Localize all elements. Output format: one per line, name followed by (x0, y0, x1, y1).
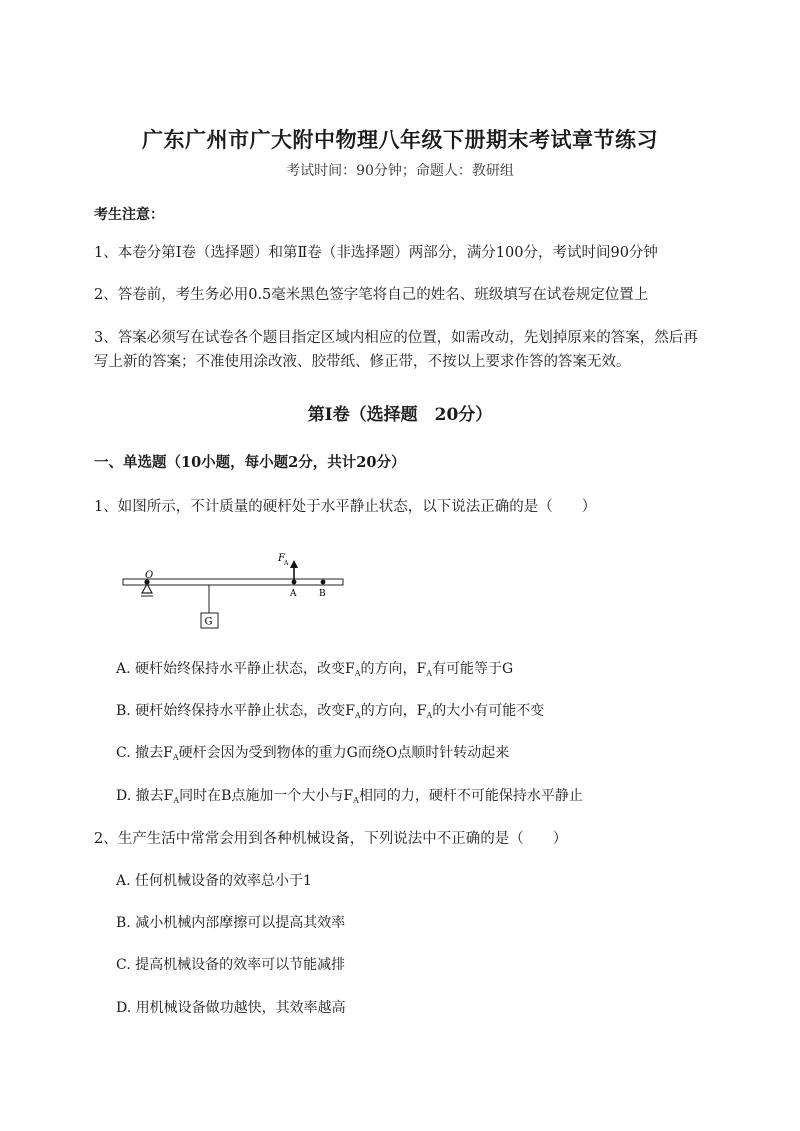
q1-option-c[interactable]: C. 撤去$F_A$硬杆会因为受到物体的重力G而绕O点顺时针转动起来 (116, 745, 510, 762)
point-b (321, 580, 326, 585)
notice-item-2: 2、答卷前，考生务必用0.5毫米黑色签字笔将自己的姓名、班级填写在试卷规定位置上 (94, 287, 649, 303)
part-heading: 一、单选题（10小题，每小题2分，共计20分） (94, 454, 406, 471)
question-1-stem: 1、如图所示，不计质量的硬杆处于水平静止状态，以下说法正确的是（ ） (94, 499, 597, 515)
section-title: 第I卷（选择题 20分） (307, 405, 493, 425)
force-arrow-head (290, 560, 298, 568)
label-a: A (290, 589, 297, 599)
q2-option-d[interactable]: D. 用机械设备做功越快，其效率越高 (116, 1000, 346, 1016)
q2-option-a[interactable]: A. 任何机械设备的效率总小于1 (116, 873, 312, 889)
page-title: 广东广州市广大附中物理八年级下册期末考试章节练习 (142, 127, 658, 152)
exam-info: 考试时间：90分钟；命题人：教研组 (286, 163, 514, 179)
label-o: O (145, 570, 154, 581)
lever-figure (118, 548, 350, 634)
q2-option-c[interactable]: C. 提高机械设备的效率可以节能减排 (116, 957, 346, 973)
q1-option-a[interactable]: A. 硬杆始终保持水平静止状态，改变$F_A$的方向，$F_A$有可能等于G (116, 661, 514, 678)
label-b: B (319, 589, 326, 599)
label-f: F (278, 553, 285, 564)
q2-option-b[interactable]: B. 减小机械内部摩擦可以提高其效率 (116, 915, 346, 931)
question-2-stem: 2、生产生活中常常会用到各种机械设备，下列说法中不正确的是（ ） (94, 831, 568, 847)
label-g: G (204, 616, 213, 628)
notice-heading: 考生注意： (94, 207, 164, 223)
notice-item-3: 3、答案必须写在试卷各个题目指定区域内相应的位置，如需改动，先划掉原来的答案，然后再写上新的答案；不准使用涂改液、胶带纸、修正带，不按以上要求作答的答案无效。 (94, 330, 698, 370)
lever-bar (123, 579, 343, 585)
q1-option-d[interactable]: D. 撤去$F_A$同时在B点施加一个大小与$F_A$相同的力，硬杆不可能保持水平静止 (116, 788, 583, 805)
q1-option-b[interactable]: B. 硬杆始终保持水平静止状态，改变$F_A$的方向，$F_A$的大小有可能不变 (116, 703, 545, 720)
notice-item-1: 1、本卷分第I卷（选择题）和第Ⅱ卷（非选择题）两部分，满分100分，考试时间90分钟 (94, 245, 658, 261)
label-f-sub: A (284, 560, 289, 567)
